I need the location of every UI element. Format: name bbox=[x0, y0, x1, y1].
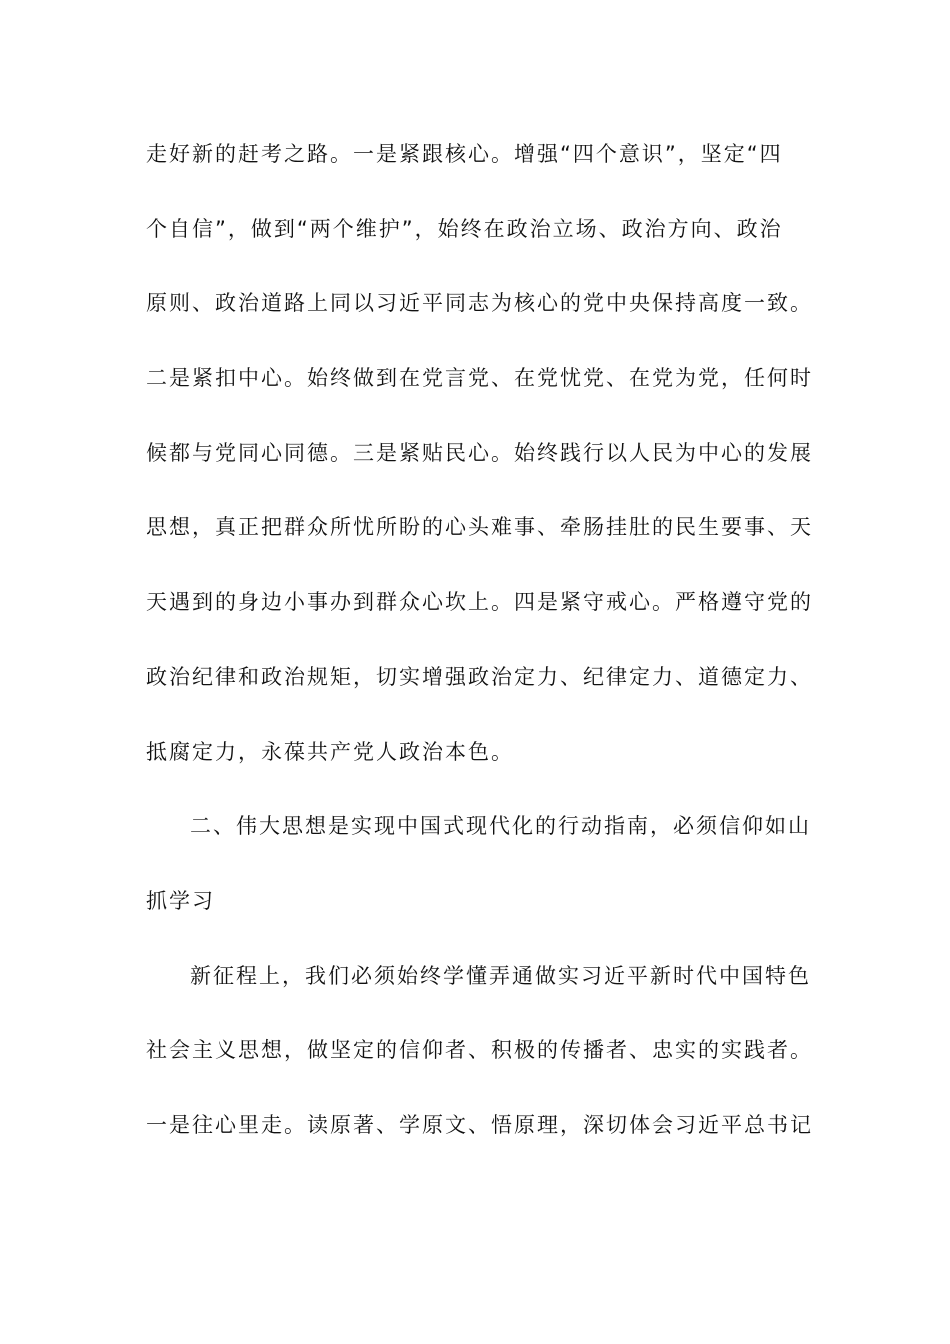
body-text-line: 思想，真正把群众所忧所盼的心头难事、牵肠挂肚的民生要事、天 bbox=[146, 515, 813, 540]
body-text-line: 天遇到的身边小事办到群众心坎上。四是紧守戒心。严格遵守党的 bbox=[146, 590, 813, 615]
body-text-line: 政治纪律和政治规矩，切实增强政治定力、纪律定力、道德定力、 bbox=[146, 664, 813, 689]
document-body bbox=[146, 128, 813, 1174]
body-text-line: 社会主义思想，做坚定的信仰者、积极的传播者、忠实的实践者。 bbox=[146, 1038, 813, 1063]
body-text-line: 候都与党同心同德。三是紧贴民心。始终践行以人民为中心的发展 bbox=[146, 440, 813, 465]
body-text-line: 二是紧扣中心。始终做到在党言党、在党忧党、在党为党，任何时 bbox=[146, 366, 813, 391]
body-text-line: 走好新的赶考之路。一是紧跟核心。增强“四个意识”，坚定“四 bbox=[146, 142, 783, 166]
body-text-line: 一是往心里走。读原著、学原文、悟原理，深切体会习近平总书记 bbox=[146, 1112, 813, 1137]
body-text-line: 新征程上，我们必须始终学懂弄通做实习近平新时代中国特色 bbox=[190, 963, 811, 988]
body-text-line: 个自信”，做到“两个维护”，始终在政治立场、政治方向、政治 bbox=[146, 216, 783, 241]
section-heading-line: 抓学习 bbox=[146, 888, 215, 913]
section-heading-line: 二、伟大思想是实现中国式现代化的行动指南，必须信仰如山 bbox=[190, 814, 811, 839]
body-text-line: 抵腐定力，永葆共产党人政治本色。 bbox=[146, 739, 514, 764]
body-text-line: 原则、政治道路上同以习近平同志为核心的党中央保持高度一致。 bbox=[146, 291, 813, 316]
